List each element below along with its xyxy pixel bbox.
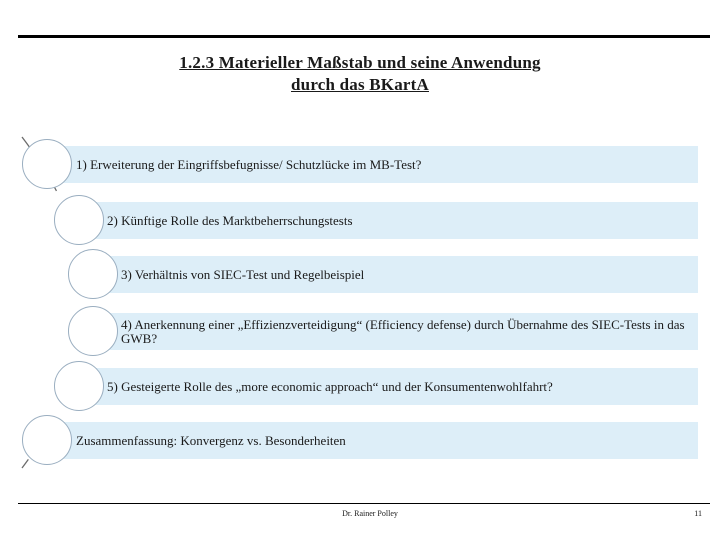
slide-title-line-1: 1.2.3 Materieller Maßstab und seine Anwendung	[179, 53, 541, 72]
agenda-item-label: 1) Erweiterung der Eingriffsbefugnisse/ Schutzlücke im MB-Test?	[76, 156, 422, 172]
agenda-item-label: 3) Verhältnis von SIEC-Test und Regelbeispiel	[121, 266, 365, 282]
agenda-item-label: 4) Anerkennung einer „Effizienzverteidigung“ (Efficiency defense) durch Übernahme des SIEC-Tests in das GWB?	[121, 316, 685, 346]
agenda-item-label: 2) Künftige Rolle des Marktbeherrschungstests	[107, 212, 353, 228]
agenda-item-label: Zusammenfassung: Konvergenz vs. Besonderheiten	[76, 432, 346, 448]
bullet-circle	[22, 415, 72, 465]
agenda-item-3[interactable]	[94, 256, 698, 293]
agenda-item-5[interactable]	[80, 368, 698, 405]
agenda-item-label: 5) Gesteigerte Rolle des „more economic approach“ und der Konsumentenwohlfahrt?	[107, 378, 553, 394]
agenda-item-summary[interactable]	[48, 422, 698, 459]
bullet-circle	[54, 195, 104, 245]
bullet-circle	[68, 306, 118, 356]
bullet-circle	[54, 361, 104, 411]
agenda-item-2[interactable]	[80, 202, 698, 239]
agenda-item-1[interactable]	[48, 146, 698, 183]
slide-title-line-2: durch das BKartA	[291, 75, 429, 94]
bullet-circle	[22, 139, 72, 189]
bottom-rule	[18, 503, 710, 504]
bullet-circle	[68, 249, 118, 299]
page-number: 11	[694, 509, 702, 518]
footer-author: Dr. Rainer Polley	[342, 509, 398, 518]
agenda-item-4[interactable]	[94, 313, 698, 350]
